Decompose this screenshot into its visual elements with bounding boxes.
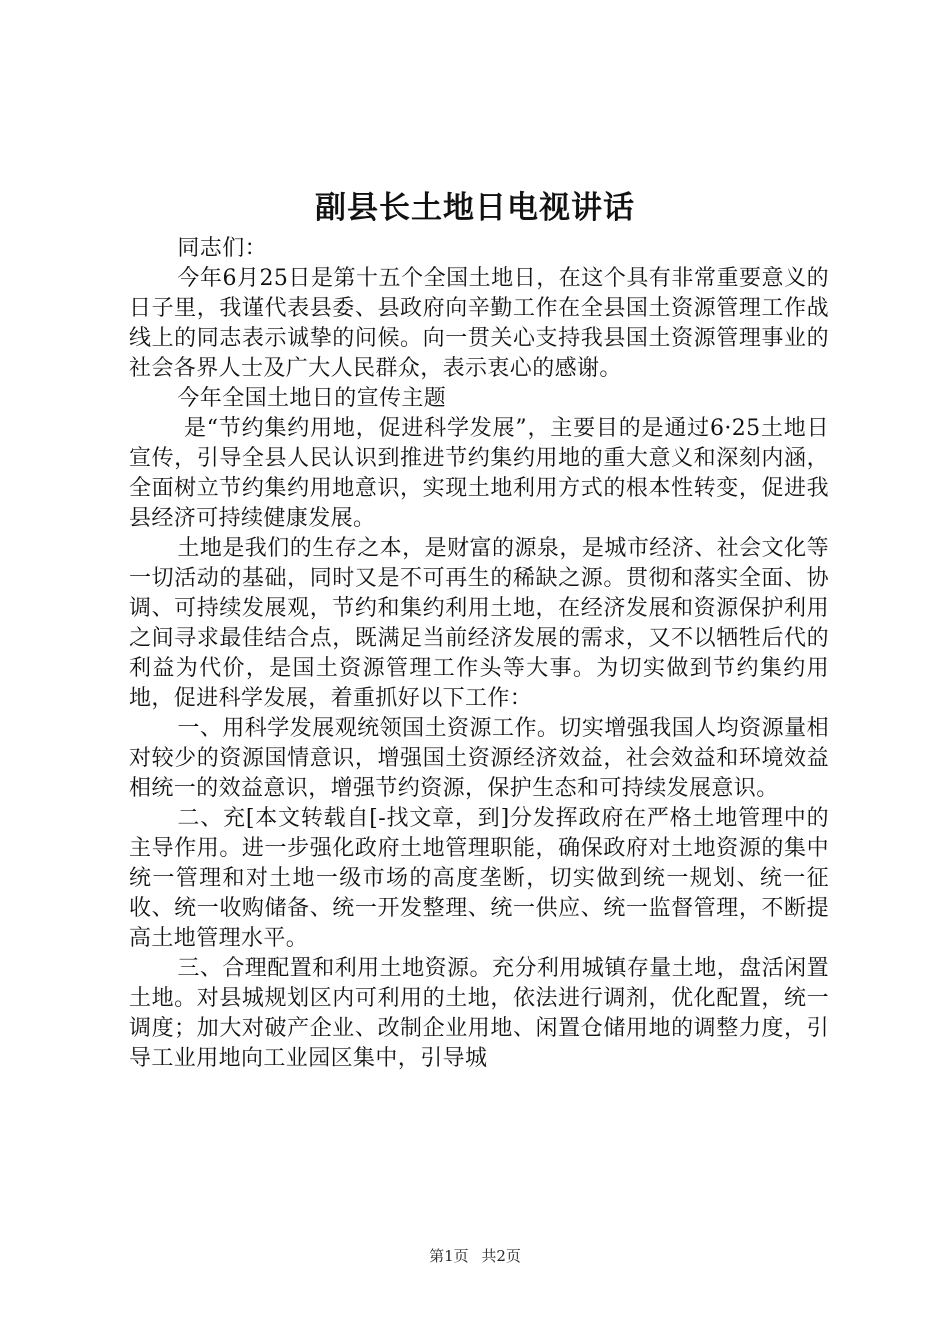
page-total: 共2页 xyxy=(481,1247,521,1265)
page-footer xyxy=(0,1246,950,1266)
body-paragraph: 二、充[本文转载自[-找文章，到]分发挥政府在严格土地管理中的主导作用。进一步强化政府土地管理职能，确保政府对土地资源的集中统一管理和对土地一级市场的高度垄断，切实做到统一规划、统一征收、统一收购储备、统一开发整理、统一供应、统一监督管理，不断提高土地管理水平。 xyxy=(129,806,829,951)
greeting-paragraph: 同志们： xyxy=(177,236,267,261)
body-paragraph: 土地是我们的生存之本，是财富的源泉，是城市经济、社会文化等一切活动的基础，同时又是不可再生的稀缺之源。贯彻和落实全面、协调、可持续发展观，节约和集约利用土地，在经济发展和资源保护利用之间寻求最佳结合点，既满足当前经济发展的需求，又不以牺牲后代的利益为代价，是国土资源管理工作头等大事。为切实做到节约集约用地，促进科学发展，着重抓好以下工作： xyxy=(129,536,829,711)
body-paragraph: 今年6月25日是第十五个全国土地日，在这个具有非常重要意义的日子里，我谨代表县委、县政府向辛勤工作在全县国土资源管理工作战线上的同志表示诚挚的问候。向一贯关心支持我县国土资源管理事业的社会各界人士及广大人民群众，表示衷心的感谢。 xyxy=(129,266,829,381)
page-number: 第1页 xyxy=(429,1247,469,1265)
body-paragraph: 三、合理配置和利用土地资源。充分利用城镇存量土地，盘活闲置土地。对县城规划区内可利用的土地，依法进行调剂，优化配置，统一调度；加大对破产企业、改制企业用地、闲置仓储用地的调整力度，引导工业用地向工业园区集中，引导城 xyxy=(129,956,829,1071)
body-paragraph: 今年全国土地日的宣传主题 xyxy=(177,386,447,411)
document-title: 副县长土地日电视讲话 xyxy=(315,190,635,226)
body-paragraph: 是“节约集约用地，促进科学发展”，主要目的是通过6·25土地日宣传，引导全县人民认识到推进节约集约用地的重大意义和深刻内涵，全面树立节约集约用地意识，实现土地利用方式的根本性转变，促进我县经济可持续健康发展。 xyxy=(129,416,829,531)
body-paragraph: 一、用科学发展观统领国土资源工作。切实增强我国人均资源量相对较少的资源国情意识，增强国土资源经济效益，社会效益和环境效益相统一的效益意识，增强节约资源，保护生态和可持续发展意识。 xyxy=(129,716,829,801)
document-body xyxy=(129,234,829,1074)
